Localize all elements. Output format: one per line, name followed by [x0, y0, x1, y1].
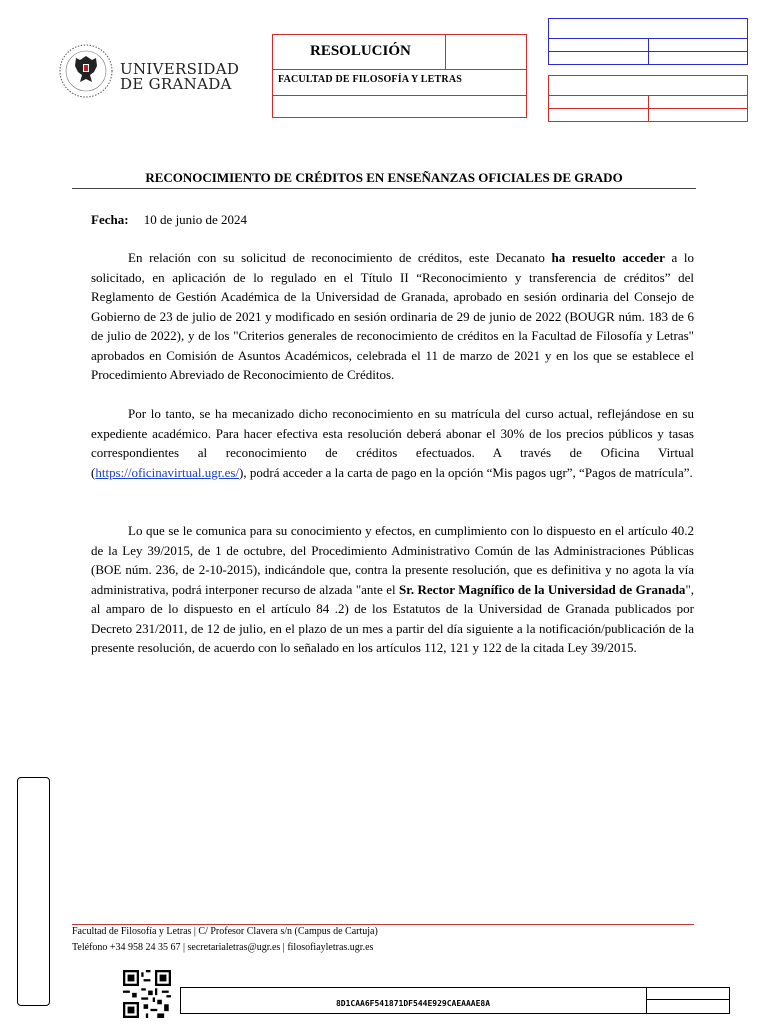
footer-divider	[72, 924, 694, 925]
resolution-box-divider	[445, 34, 446, 70]
paragraph-2: Por lo tanto, se ha mecanizado dicho reconocimiento en su matrícula del curso actual, reflejándose en su expediente académico. Para hacer efectiva esta resolución deberá abonar el 30% de los precios públicos y tasas correspondientes al reconocimiento de créditos efectuados. A través de Oficina Virtual (https://oficinavirtual.ugr.es/), podrá acceder a la carta de pago en la opción “Mis pagos ugr”, “Pagos de matrícula”.	[91, 406, 694, 480]
paragraph-3: Lo que se le comunica para su conocimiento y efectos, en cumplimiento con lo dispuesto en el artículo 40.2 de la Ley 39/2015, de 1 de octubre, del Procedimiento Administrativo Común de las Administraciones Públicas (BOE núm. 236, de 2-10-2015), indicándole que, contra la presente resolución, que es definitiva y no agota la vía administrativa, podrá interponer recurso de alzada "ante el Sr. Rector Magnífico de la Universidad de Granada", al amparo de lo dispuesto en el artículo 84 .2) de los Estatutos de la Universidad de Granada publicados por Decreto 231/2011, de 12 de julio, en el plazo de un mes a partir del día siguiente a la notificación/publicación de la presente resolución, de acuerdo con lo señalado en los artículos 112, 121 y 122 de la citada Ley 39/2015.	[91, 523, 694, 655]
verification-box-divider	[646, 999, 730, 1000]
title-underline	[72, 188, 696, 189]
footer-contact: Teléfono +34 958 24 35 67 | secretarialetras@ugr.es | filosofiayletras.ugr.es	[72, 942, 374, 953]
resolution-box-divider	[272, 95, 527, 96]
verification-box-divider	[646, 987, 647, 1014]
registry-box-line	[648, 95, 649, 122]
qr-code-icon	[123, 970, 171, 1018]
date-value: 10 de junio de 2024	[143, 212, 248, 227]
university-name: UNIVERSIDAD DE GRANADA	[120, 60, 240, 93]
paragraph-1: En relación con su solicitud de reconocimiento de créditos, este Decanato ha resuelto acceder a lo solicitado, en aplicación de lo regulado en el Título II “Reconocimiento y transferencia de créditos” del Reglamento de Gestión Académica de la Universidad de Granada, aprobado en sesión ordinaria del Consejo de Gobierno de 23 de julio de 2021 y modificado en sesión ordinaria de 29 de junio de 2022 (BOUGR núm. 183 de 6 de julio de 2022), y de los "Criterios generales de reconocimiento de créditos en la Facultad de Filosofía y Letras" aprobados en Comisión de Asuntos Académicos, celebrada el 11 de marzo de 2021 y en los que se establece el Procedimiento Abreviado de Reconocimiento de Créditos.	[91, 250, 695, 382]
document-title: RECONOCIMIENTO DE CRÉDITOS EN ENSEÑANZAS OFICIALES DE GRADO	[145, 170, 623, 185]
date-line	[91, 212, 247, 228]
footer-address: Facultad de Filosofía y Letras | C/ Profesor Clavera s/n (Campus de Cartuja)	[72, 926, 378, 937]
date-label: Fecha:	[91, 212, 129, 227]
university-seal-icon	[58, 42, 114, 100]
resolution-title: RESOLUCIÓN	[310, 43, 411, 59]
verification-code: 8D1CAA6F541871DF544E929CAEAAAE8A	[335, 999, 491, 1008]
oficina-virtual-link[interactable]: https://oficinavirtual.ugr.es/	[95, 464, 240, 480]
side-stamp-box	[17, 777, 50, 1006]
registry-box-line	[648, 38, 649, 65]
faculty-name: FACULTAD DE FILOSOFÍA Y LETRAS	[278, 74, 462, 85]
